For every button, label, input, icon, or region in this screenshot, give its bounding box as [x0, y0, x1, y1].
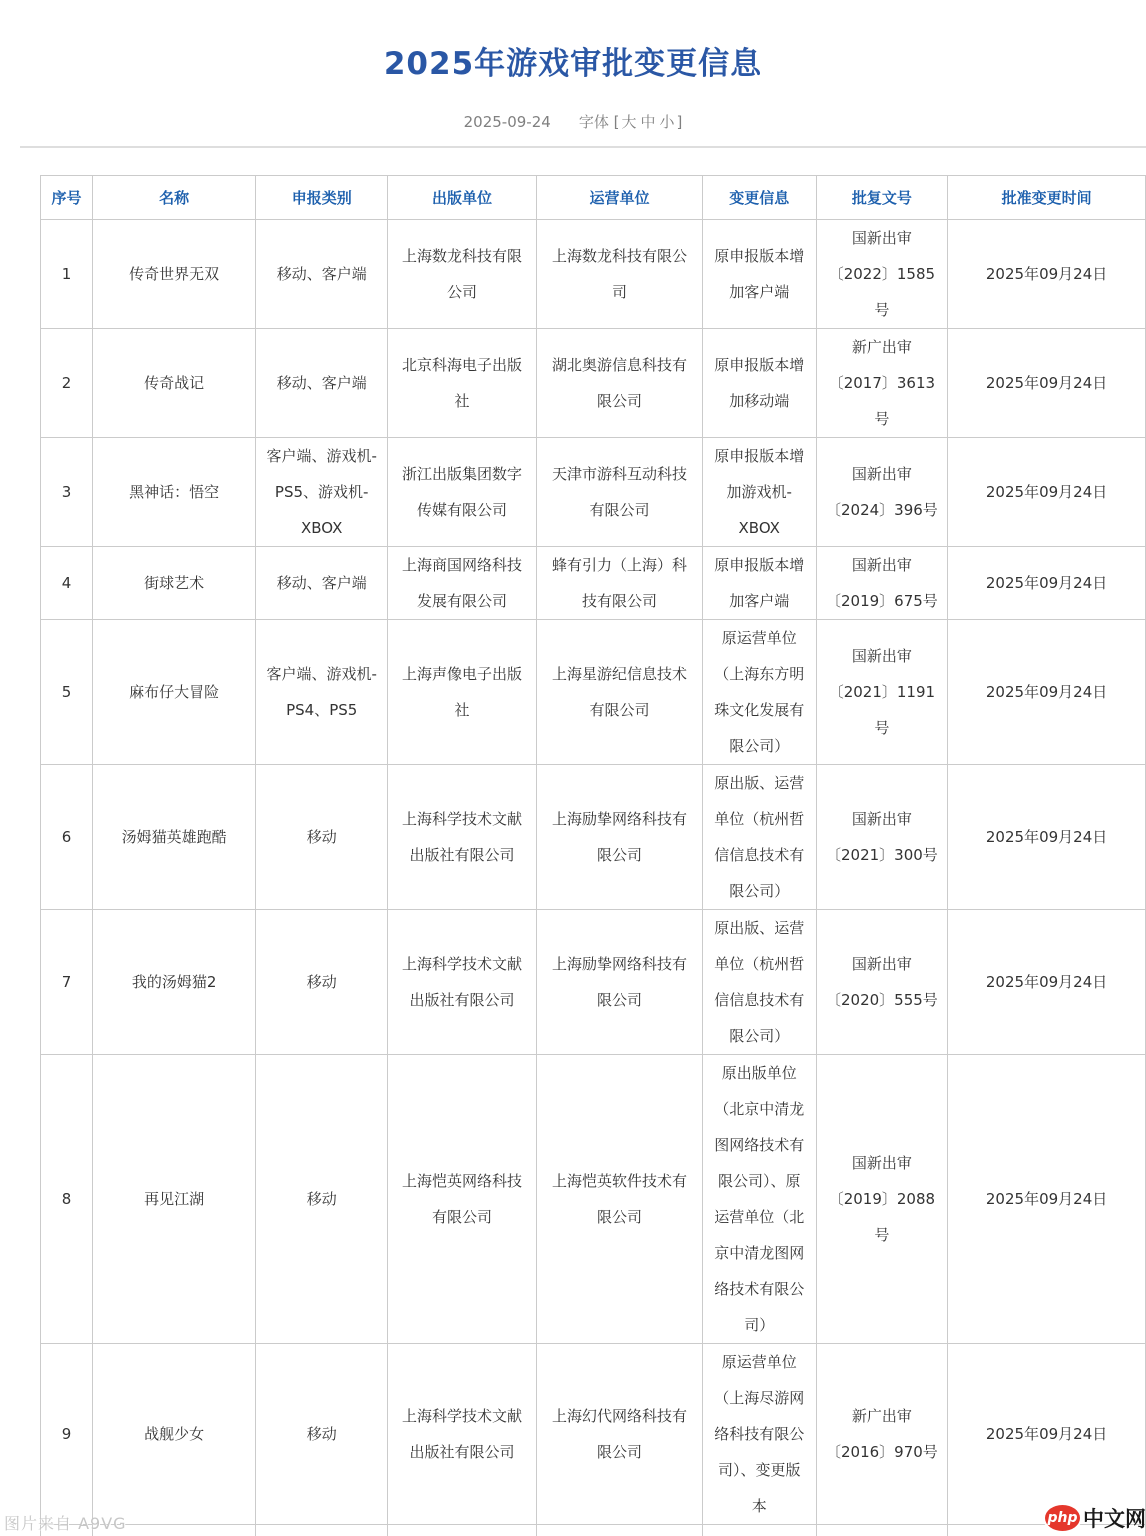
table-cell: 原出版、运营单位（杭州哲信信息技术有限公司） — [702, 910, 816, 1055]
table-cell: 上海励挚网络科技有限公司 — [537, 765, 703, 910]
table-cell — [537, 1525, 703, 1536]
table-cell: 再见江湖 — [92, 1055, 256, 1344]
table-cell — [702, 1525, 816, 1536]
font-bracket-close: ] — [676, 113, 683, 131]
table-row — [41, 765, 1146, 910]
table-cell: 移动、客户端 — [256, 220, 387, 329]
column-header: 序号 — [41, 176, 93, 220]
table-cell: 上海励挚网络科技有限公司 — [537, 910, 703, 1055]
table-cell: 我的汤姆猫2 — [92, 910, 256, 1055]
table-cell: 2 — [41, 329, 93, 438]
table-cell — [816, 1525, 947, 1536]
table-cell: 天津市游科互动科技有限公司 — [537, 438, 703, 547]
table-cell: 原申报版本增加移动端 — [702, 329, 816, 438]
approval-table-body — [41, 220, 1146, 1536]
table-row — [41, 329, 1146, 438]
column-header: 批准变更时间 — [948, 176, 1146, 220]
table-cell: 上海幻代网络科技有限公司 — [537, 1344, 703, 1525]
column-header: 申报类别 — [256, 176, 387, 220]
table-cell: 上海科学技术文献出版社有限公司 — [387, 910, 536, 1055]
table-cell: 传奇世界无双 — [92, 220, 256, 329]
table-cell: 上海数龙科技有限公司 — [537, 220, 703, 329]
table-cell: 原申报版本增加客户端 — [702, 220, 816, 329]
table-cell: 2025年09月24日 — [948, 765, 1146, 910]
table-cell: 客户端、游戏机-PS4、PS5 — [256, 620, 387, 765]
table-cell: 上海数龙科技有限公司 — [387, 220, 536, 329]
table-row — [41, 910, 1146, 1055]
table-cell: 7 — [41, 910, 93, 1055]
table-cell: 新广出审〔2017〕3613号 — [816, 329, 947, 438]
table-cell: 2025年09月24日 — [948, 329, 1146, 438]
table-header-row — [41, 176, 1146, 220]
table-cell: 原运营单位（上海东方明珠文化发展有限公司） — [702, 620, 816, 765]
table-row — [41, 220, 1146, 329]
table-cell: 移动、客户端 — [256, 547, 387, 620]
table-cell: 国新出审〔2021〕1191号 — [816, 620, 947, 765]
table-cell: 1 — [41, 220, 93, 329]
table-cell: 国新出审〔2019〕2088号 — [816, 1055, 947, 1344]
table-cell: 国新出审〔2020〕555号 — [816, 910, 947, 1055]
table-cell: 北京科海电子出版社 — [387, 329, 536, 438]
table-cell: 2025年09月24日 — [948, 438, 1146, 547]
font-size-selector — [579, 113, 683, 131]
page-title: 2025年游戏审批变更信息 — [383, 46, 763, 82]
site-logo — [1045, 1503, 1146, 1533]
table-cell: 原出版单位（北京中清龙图网络技术有限公司）、原运营单位（北京中清龙图网络技术有限公司） — [702, 1055, 816, 1344]
font-size-label: 字体 — [578, 113, 609, 131]
table-cell: 移动 — [256, 765, 387, 910]
table-cell: 汤姆猫英雄跑酷 — [92, 765, 256, 910]
table-cell: 原申报版本增加客户端 — [702, 547, 816, 620]
column-header: 批复文号 — [816, 176, 947, 220]
approval-table — [40, 175, 1146, 1536]
table-cell: 国新出审〔2024〕396号 — [816, 438, 947, 547]
table-cell: 2025年09月24日 — [948, 547, 1146, 620]
table-row — [41, 1055, 1146, 1344]
table-cell: 上海商国网络科技发展有限公司 — [387, 547, 536, 620]
table-cell: 2025年09月24日 — [948, 1055, 1146, 1344]
table-cell: 黑神话：悟空 — [92, 438, 256, 547]
table-cell: 4 — [41, 547, 93, 620]
table-cell: 湖北奥游信息科技有限公司 — [537, 329, 703, 438]
table-row — [41, 547, 1146, 620]
font-bracket-open: [ — [613, 113, 620, 131]
font-size-small[interactable]: 小 — [659, 113, 675, 131]
publish-date: 2025-09-24 — [463, 113, 551, 131]
table-cell: 6 — [41, 765, 93, 910]
table-cell: 2025年09月24日 — [948, 220, 1146, 329]
table-cell: 传奇战记 — [92, 329, 256, 438]
site-logo-text: 中文网 — [1083, 1507, 1146, 1531]
table-cell: 2025年09月24日 — [948, 1344, 1146, 1525]
table-cell: 上海科学技术文献出版社有限公司 — [387, 1344, 536, 1525]
table-cell: 移动 — [256, 1055, 387, 1344]
table-cell: 2025年09月24日 — [948, 910, 1146, 1055]
table-cell: 原出版、运营单位（杭州哲信信息技术有限公司） — [702, 765, 816, 910]
column-header: 出版单位 — [387, 176, 536, 220]
table-cell: 原运营单位（上海尽游网络科技有限公司）、变更版本 — [702, 1344, 816, 1525]
table-cell: 8 — [41, 1055, 93, 1344]
table-cell: 上海恺英软件技术有限公司 — [537, 1055, 703, 1344]
table-cell: 3 — [41, 438, 93, 547]
table-row — [41, 1344, 1146, 1525]
divider — [20, 146, 1146, 148]
table-cell: 客户端、游戏机-PS5、游戏机-XBOX — [256, 438, 387, 547]
table-cell: 2025年09月24日 — [948, 620, 1146, 765]
table-cell: 上海星游纪信息技术有限公司 — [537, 620, 703, 765]
meta-line — [0, 111, 1146, 132]
watermark: 图片来自 A9VG — [4, 1514, 127, 1533]
table-cell: 移动 — [256, 910, 387, 1055]
table-cell: 上海声像电子出版社 — [387, 620, 536, 765]
table-cell: 移动 — [256, 1344, 387, 1525]
table-cell: 街球艺术 — [92, 547, 256, 620]
table-cell: 移动、客户端 — [256, 329, 387, 438]
php-logo-icon: php — [1045, 1505, 1080, 1531]
table-cell: 浙江出版集团数字传媒有限公司 — [387, 438, 536, 547]
table-cell: 蜂有引力（上海）科技有限公司 — [537, 547, 703, 620]
font-size-medium[interactable]: 中 — [640, 113, 656, 131]
table-cell: 新广出审〔2016〕970号 — [816, 1344, 947, 1525]
table-cell: 5 — [41, 620, 93, 765]
table-cell: 上海科学技术文献出版社有限公司 — [387, 765, 536, 910]
table-cell — [387, 1525, 536, 1536]
table-cell: 上海恺英网络科技有限公司 — [387, 1055, 536, 1344]
table-row — [41, 620, 1146, 765]
font-size-large[interactable]: 大 — [621, 113, 637, 131]
table-cell: 国新出审〔2019〕675号 — [816, 547, 947, 620]
column-header: 变更信息 — [702, 176, 816, 220]
column-header: 名称 — [92, 176, 256, 220]
table-cell: 战舰少女 — [92, 1344, 256, 1525]
table-cell: 国新出审〔2021〕300号 — [816, 765, 947, 910]
table-cell — [256, 1525, 387, 1536]
table-cell: 麻布仔大冒险 — [92, 620, 256, 765]
table-cell: 国新出审〔2022〕1585号 — [816, 220, 947, 329]
table-cell: 9 — [41, 1344, 93, 1525]
column-header: 运营单位 — [537, 176, 703, 220]
table-row — [41, 438, 1146, 547]
table-row-partial — [41, 1525, 1146, 1536]
table-cell: 原申报版本增加游戏机-XBOX — [702, 438, 816, 547]
